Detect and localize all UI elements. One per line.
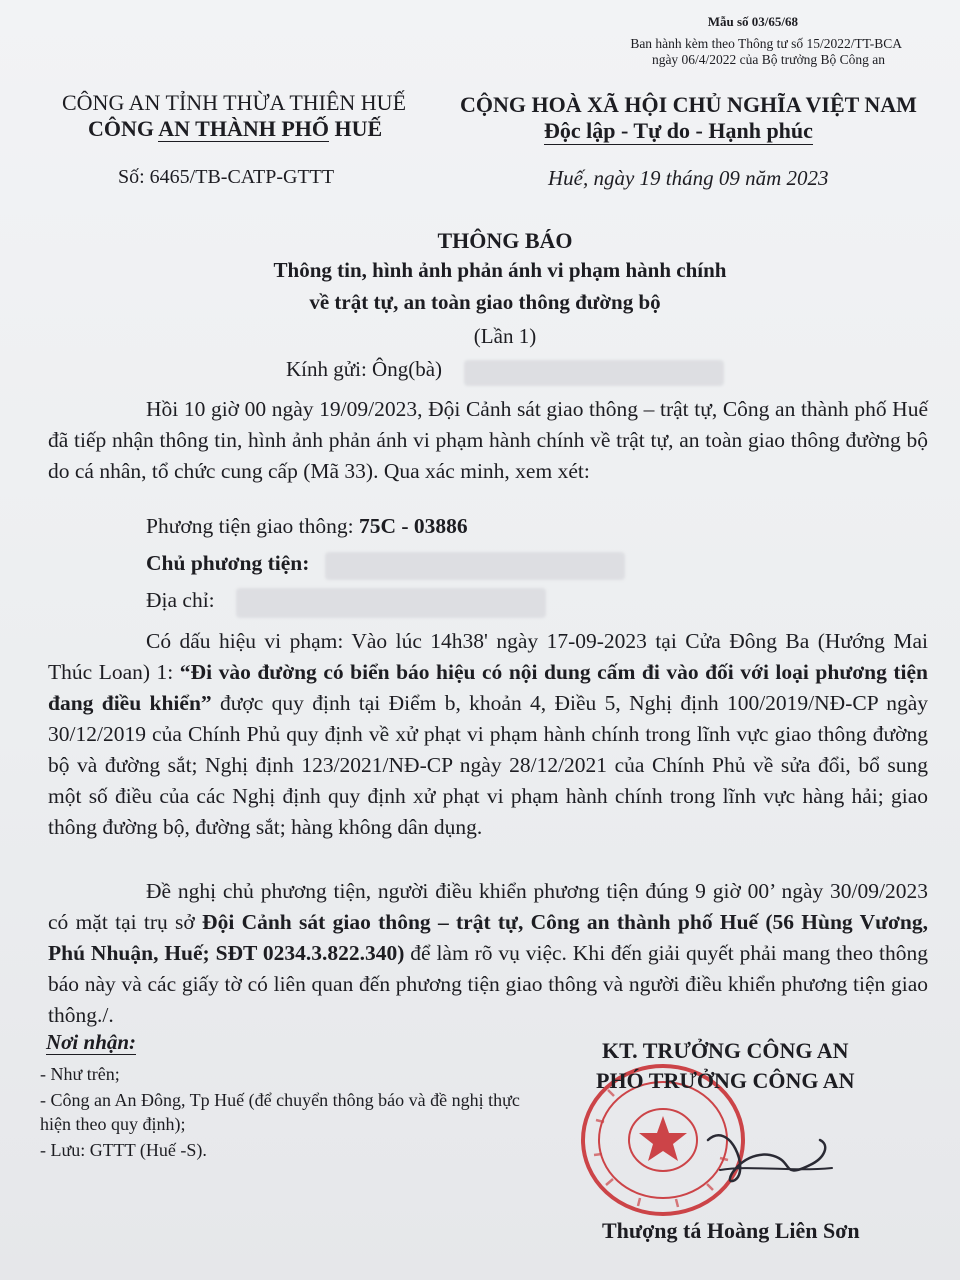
recipient-item: - Công an An Đông, Tp Huế (để chuyển thông báo và đề nghị thực hiện theo quy định); (40, 1090, 520, 1134)
form-issuance-date: ngày 06/4/2022 của Bộ trưởng Bộ Công an (651, 52, 885, 67)
agency-name (88, 116, 382, 142)
document-subtitle-line1: Thông tin, hình ảnh phản ánh vi phạm hành chính (273, 258, 727, 282)
recipient-item: - Lưu: GTTT (Huế -S). (40, 1140, 207, 1160)
document-title: THÔNG BÁO (437, 228, 573, 253)
request-office: Đội Cảnh sát giao thông – trật tự, Công an thành phố Huế (56 Hùng Vương, Phú Nhuận, Huế; SĐT 0234.3.822.340) (48, 910, 928, 965)
request-instructions: để làm rõ vụ việc. Khi đến giải quyết phải mang theo thông báo này và các giấy tờ có liên quan đến phương tiện giao thông và người điều khiển phương tiện giao thông./. (48, 941, 928, 1027)
national-title: CỘNG HOÀ XÃ HỘI CHỦ NGHĨA VIỆT NAM (460, 92, 917, 117)
violation-intro: Có dấu hiệu vi phạm: Vào lúc 14h38' ngày 17-09-2023 tại Cửa Đông Ba (Hướng Mai Thúc Loan) 1: (48, 629, 928, 684)
request-intro: Đề nghị chủ phương tiện, người điều khiển phương tiện đúng 9 giờ 00’ ngày 30/09/2023 có mặt tại trụ sở (48, 879, 928, 934)
paragraph-intake-text: Hồi 10 giờ 00 ngày 19/09/2023, Đội Cảnh sát giao thông – trật tự, Công an thành phố Huế đã tiếp nhận thông tin, hình ảnh phản ánh vi phạm hành chính về trật tự, an toàn giao thông đường bộ do cá nhân, tổ chức cung cấp (Mã 33). Qua xác minh, xem xét: (48, 397, 928, 483)
paragraph-intake (48, 394, 928, 487)
recipients-title: Nơi nhận: (46, 1030, 137, 1054)
handwritten-signature-icon (700, 1110, 840, 1200)
document-subtitle-line2: về trật tự, an toàn giao thông đường bộ (309, 290, 661, 314)
violation-legal-basis: được quy định tại Điểm b, khoản 4, Điều 5, Nghị định 100/2019/NĐ-CP ngày 30/12/2019 của Chính Phủ quy định về xử phạt vi phạm hành chính trong lĩnh vực giao thông đường bộ và đường sắt; Nghị định 123/2021/NĐ-CP ngày 28/12/2021 của Chính Phủ về sửa đổi, bổ sung một số điều của các Nghị định quy định xử phạt vi phạm hành chính trong lĩnh vực hàng hải; giao thông đường bộ, đường sắt; hàng không dân dụng. (48, 691, 928, 839)
form-code: Mẫu số 03/65/68 (707, 14, 798, 29)
owner-label: Chủ phương tiện: (146, 551, 310, 575)
vehicle-label: Phương tiện giao thông: (146, 514, 359, 538)
agency-name-part-a: CÔNG (88, 116, 159, 141)
paragraph-violation (48, 626, 928, 843)
vehicle-plate: 75C - 03886 (358, 514, 468, 538)
agency-parent: CÔNG AN TỈNH THỪA THIÊN HUẾ (62, 90, 407, 115)
signature-title-line2: PHÓ TRƯỞNG CÔNG AN (596, 1068, 855, 1093)
vehicle-field (146, 514, 468, 539)
signature-title-line1: KT. TRƯỞNG CÔNG AN (602, 1038, 849, 1063)
place-and-date: Huế, ngày 19 tháng 09 năm 2023 (548, 166, 829, 190)
paragraph-request (48, 876, 928, 1031)
violation-description: “Đi vào đường có biển báo hiệu có nội dung cấm đi vào đối với loại phương tiện đang điều khiển” (48, 660, 928, 715)
owner-field (146, 551, 309, 576)
form-issuance-line: Ban hành kèm theo Thông tư số 15/2022/TT-BCA (630, 36, 902, 51)
document-number: Số: 6465/TB-CATP-GTTT (118, 166, 335, 188)
redacted-owner-name (325, 552, 625, 580)
addressee-label: Kính gửi: Ông(bà) (286, 357, 443, 381)
redacted-address (236, 588, 546, 618)
address-field (146, 588, 215, 613)
recipient-item: - Như trên; (40, 1064, 120, 1084)
address-label: Địa chỉ: (146, 588, 215, 612)
redacted-addressee-name (464, 360, 724, 386)
agency-name-part-c: HUẾ (329, 116, 383, 141)
national-motto: Độc lập - Tự do - Hạnh phúc (544, 118, 813, 143)
agency-name-part-b: AN THÀNH PHỐ (158, 116, 330, 141)
signer-name: Thượng tá Hoàng Liên Sơn (602, 1218, 860, 1243)
notice-sequence: (Lần 1) (473, 324, 537, 348)
